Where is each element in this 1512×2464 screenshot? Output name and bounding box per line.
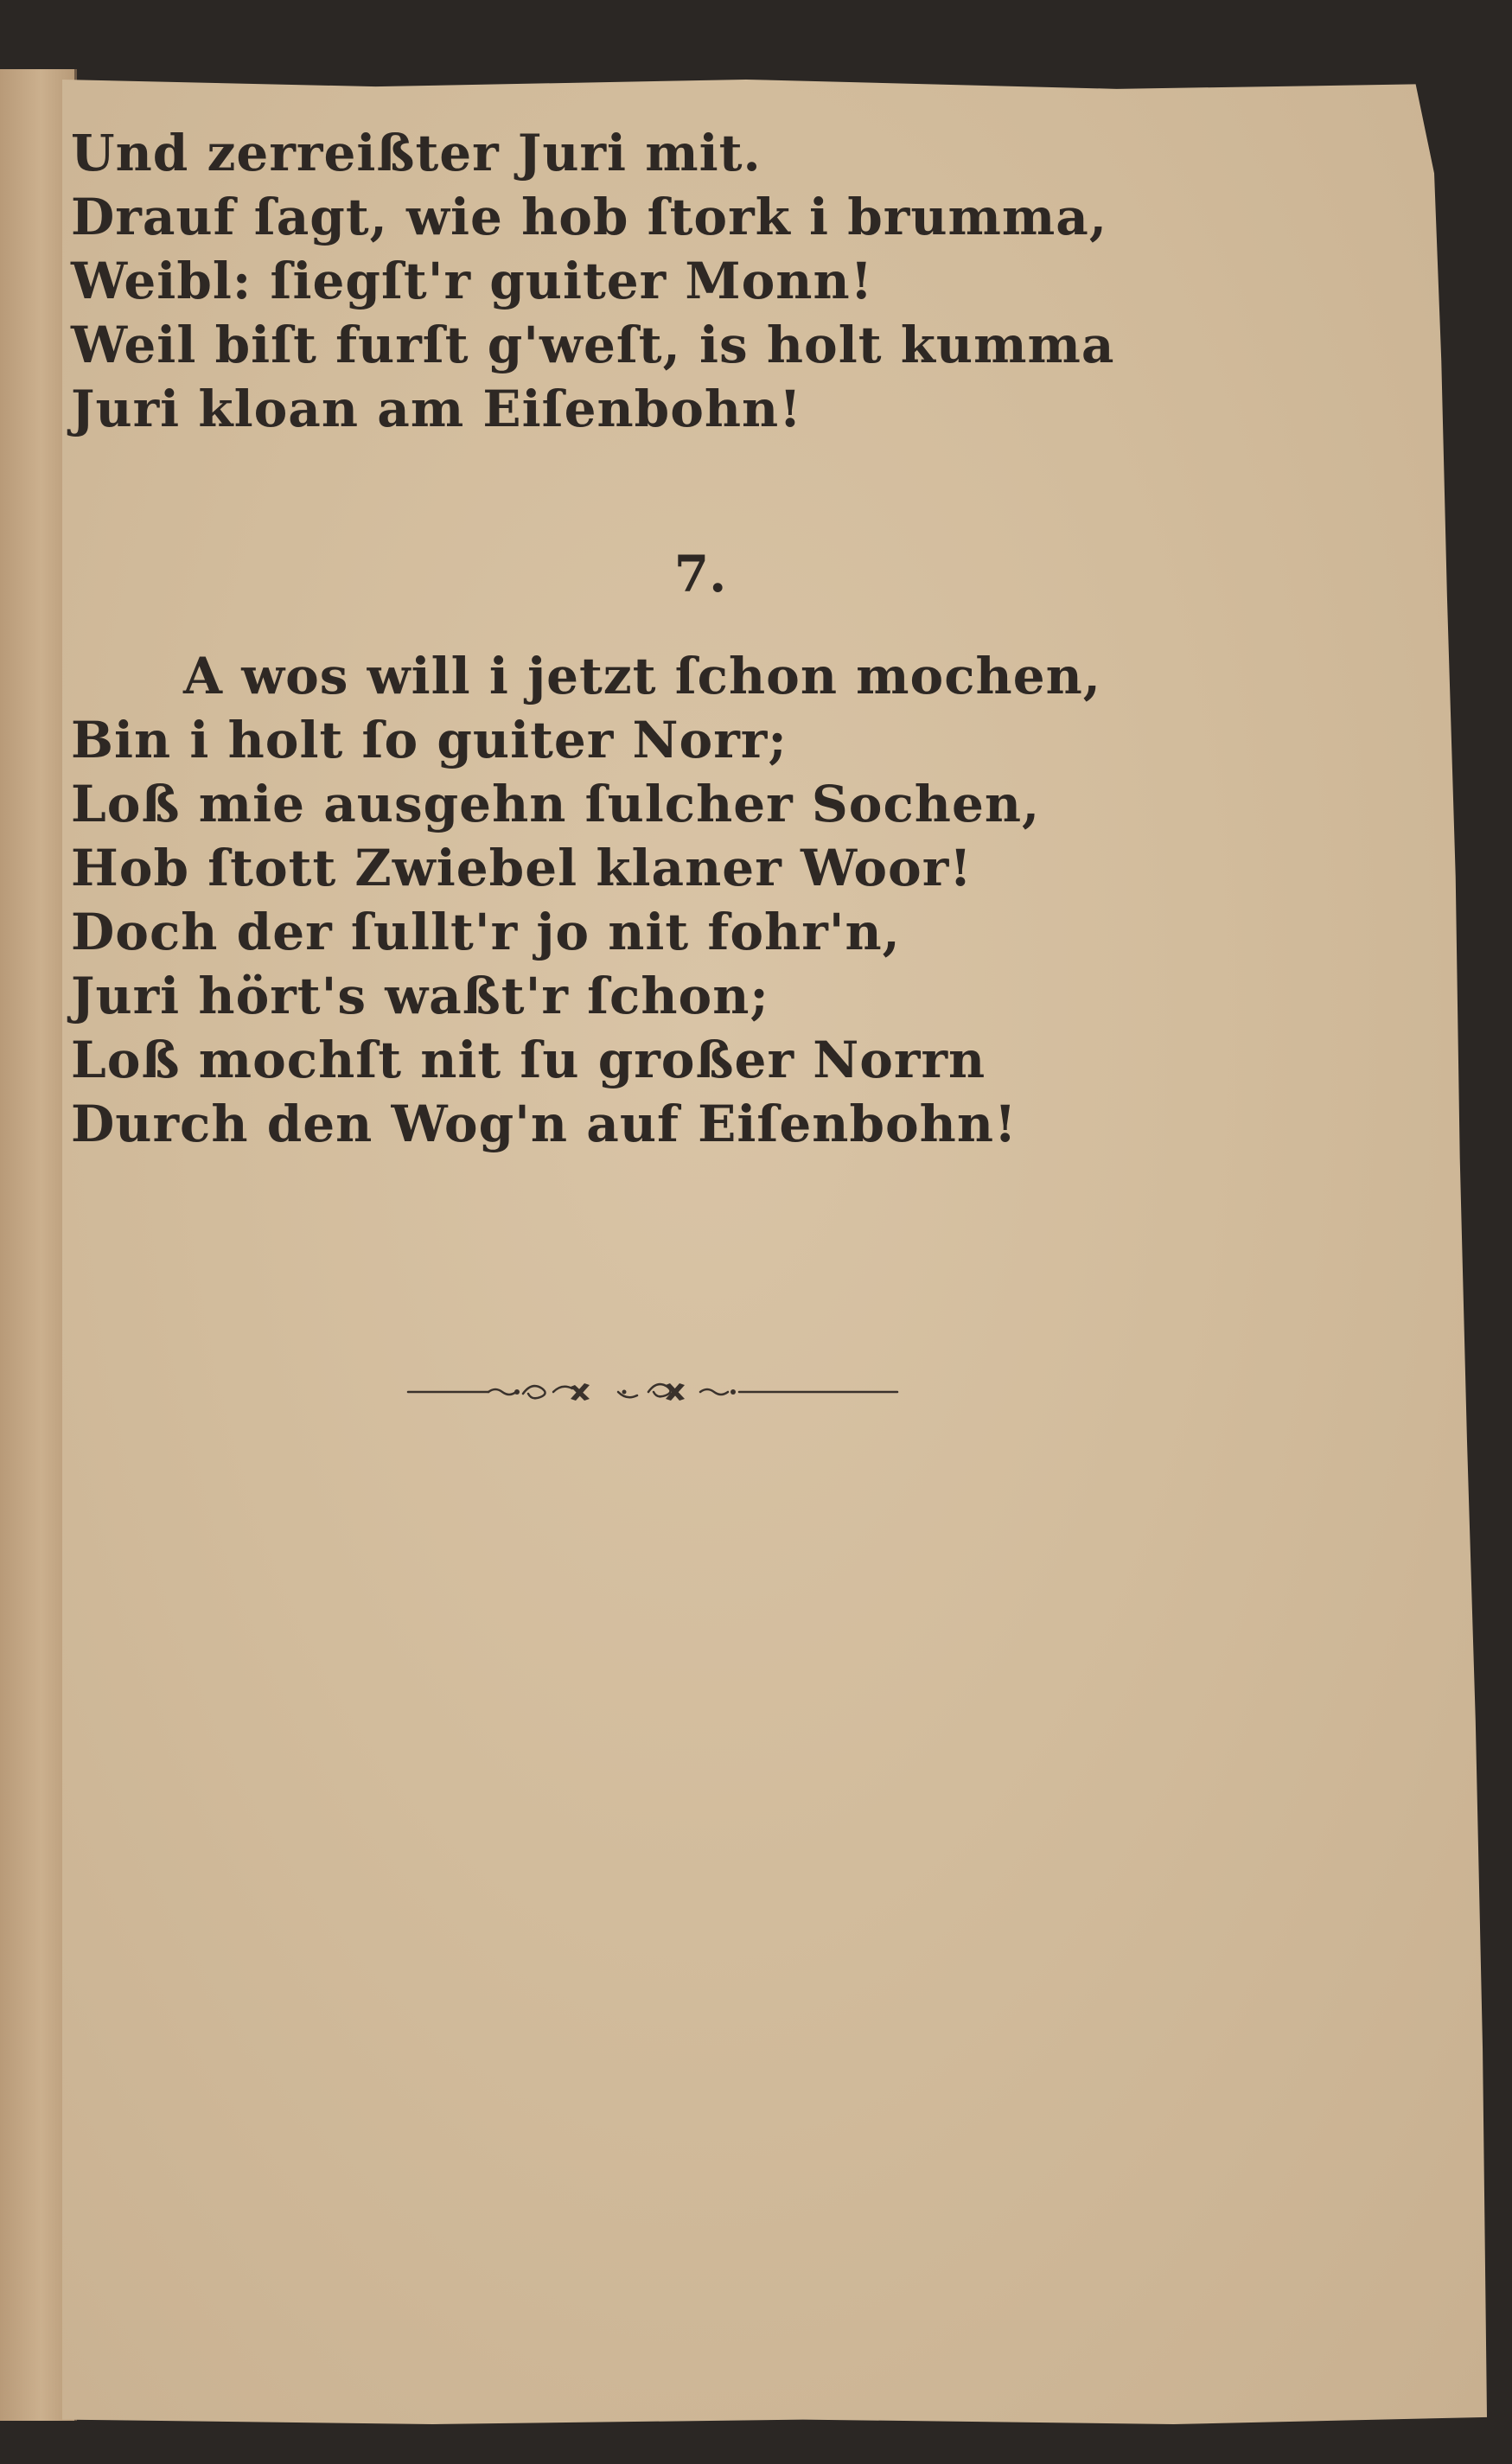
poem-line: Drauf ſagt, wie hob ſtork i brumma, [71, 188, 1108, 246]
poem-line: Juri hört's waßt'r ſchon; [71, 967, 769, 1025]
poem-line: Hob ſtott Zwiebel klaner Woor! [71, 839, 973, 897]
poem-line: Weil biſt furſt g'weſt, is holt kumma [71, 316, 1115, 374]
section-number: 7. [673, 545, 727, 603]
decorative-flourish-icon [406, 1376, 899, 1408]
poem-line: Loß mochſt nit ſu großer Norrn [71, 1031, 986, 1089]
poem-line: Bin i holt ſo guiter Norr; [71, 711, 788, 769]
poem-line: Loß mie ausgehn ſulcher Sochen, [71, 775, 1041, 833]
stanza-two [71, 644, 1101, 1156]
stanza-one [71, 121, 1114, 441]
poem-line: Doch der ſullt'r jo nit fohr'n, [71, 903, 901, 961]
poem-line: Juri kloan am Eiſenbohn! [71, 380, 802, 438]
poem-line: Weibl: ſiegſt'r guiter Monn! [71, 252, 874, 310]
poem-line: Und zerreißter Juri mit. [71, 124, 762, 182]
poem-line: A wos will i jetzt ſchon mochen, [183, 647, 1101, 705]
poem-line: Durch den Wog'n auf Eiſenbohn! [71, 1095, 1018, 1153]
